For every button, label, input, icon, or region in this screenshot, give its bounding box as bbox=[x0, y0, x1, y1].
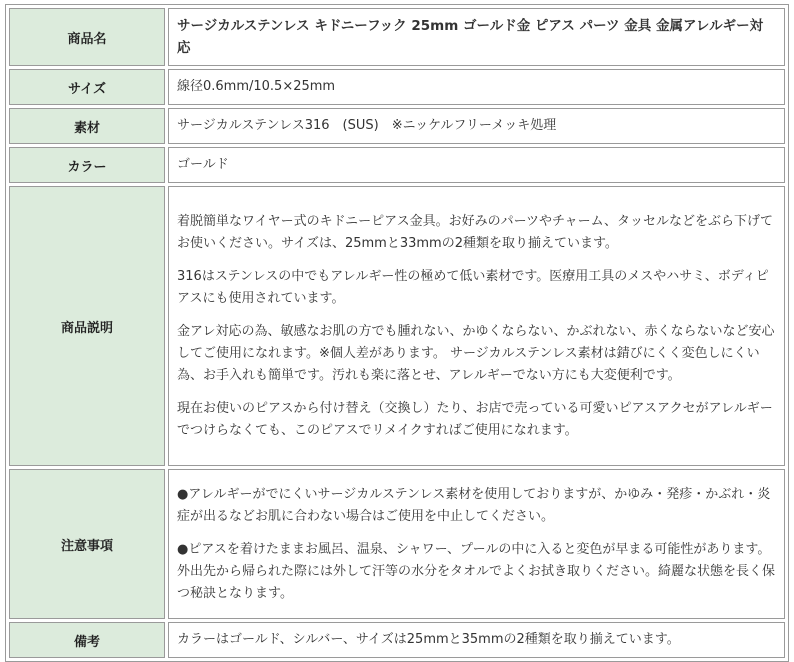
label-product-name: 商品名 bbox=[9, 8, 165, 66]
value-material: サージカルステンレス316 (SUS) ※ニッケルフリーメッキ処理 bbox=[168, 108, 785, 144]
value-product-name: サージカルステンレス キドニーフック 25mm ゴールド金 ピアス パーツ 金具 金属アレルギー対応 bbox=[168, 8, 785, 66]
row-remarks bbox=[9, 622, 785, 658]
label-description: 商品説明 bbox=[9, 186, 165, 466]
value-color: ゴールド bbox=[168, 147, 785, 183]
value-remarks: カラーはゴールド、シルバー、サイズは25mmと35mmの2種類を取り揃えています。 bbox=[168, 622, 785, 658]
row-description bbox=[9, 186, 785, 466]
row-material bbox=[9, 108, 785, 144]
caution-paragraph: ●アレルギーがでにくいサージカルステンレス素材を使用しておりますが、かゆみ・発疹・かぶれ・炎症が出るなどお肌に合わない場合はご使用を中止してください。 bbox=[177, 486, 771, 524]
row-color bbox=[9, 147, 785, 183]
label-caution: 注意事項 bbox=[9, 469, 165, 619]
label-size: サイズ bbox=[9, 69, 165, 105]
product-spec-table bbox=[5, 4, 789, 662]
description-paragraph: 316はステンレスの中でもアレルギー性の極めて低い素材です。医療用工具のメスやハサミ、ボディピアスにも使用されています。 bbox=[177, 268, 769, 306]
row-product-name bbox=[9, 8, 785, 66]
label-material: 素材 bbox=[9, 108, 165, 144]
label-remarks: 備考 bbox=[9, 622, 165, 658]
value-caution bbox=[168, 469, 785, 619]
value-size: 線径0.6mm/10.5×25mm bbox=[168, 69, 785, 105]
description-paragraph: 現在お使いのピアスから付け替え（交換し）たり、お店で売っている可愛いピアスアクセがアレルギーでつけらなくても、このピアスでリメイクすればご使用になれます。 bbox=[177, 400, 773, 438]
label-color: カラー bbox=[9, 147, 165, 183]
row-caution bbox=[9, 469, 785, 619]
description-paragraph: 金アレ対応の為、敏感なお肌の方でも腫れない、かゆくならない、かぶれない、赤くならないなど安心してご使用になれます。※個人差があります。 サージカルステンレス素材は錆びにくく変色しにくい為、お手入れも簡単です。汚れも楽に落とせ、アレルギーでない方にも大変便利です。 bbox=[177, 323, 775, 383]
row-size bbox=[9, 69, 785, 105]
value-description bbox=[168, 186, 785, 466]
caution-paragraph: ●ピアスを着けたままお風呂、温泉、シャワー、プールの中に入ると変色が早まる可能性があります。外出先から帰られた際には外して汗等の水分をタオルでよくお拭き取りください。綺麗な状態を長く保つ秘訣となります。 bbox=[177, 541, 776, 601]
description-paragraph: 着脱簡単なワイヤー式のキドニーピアス金具。お好みのパーツやチャーム、タッセルなどをぶら下げてお使いください。サイズは、25mmと33mmの2種類を取り揃えています。 bbox=[177, 213, 774, 251]
